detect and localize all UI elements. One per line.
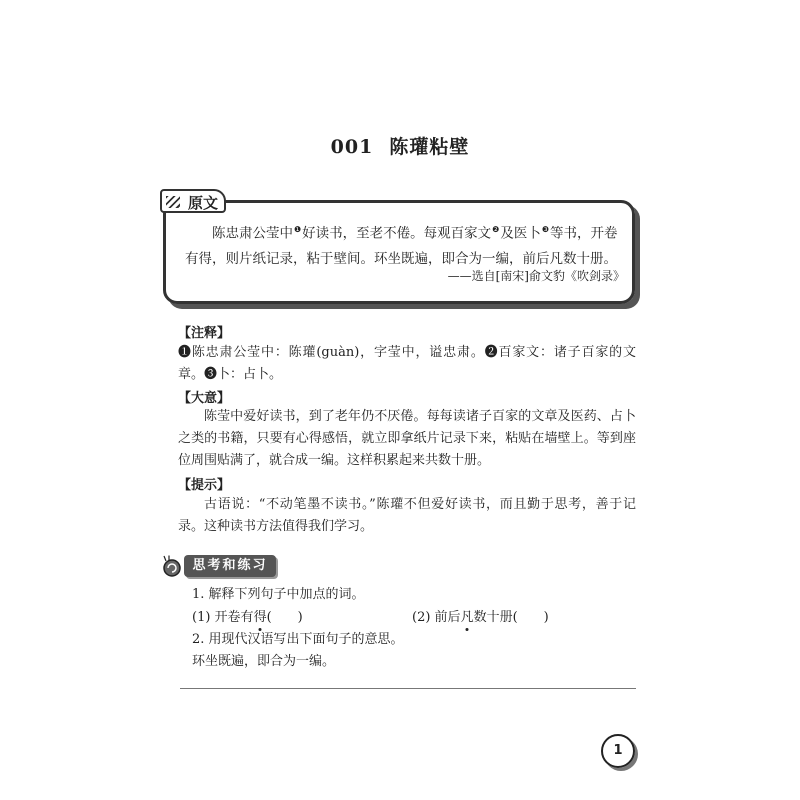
footnote-marker: ❸ (541, 225, 550, 234)
snail-icon (160, 555, 182, 577)
page-number: 1 (601, 734, 635, 768)
question-2: 2. 用现代汉语写出下面句子的意思。 (192, 632, 404, 647)
tips-text: 古语说：“不动笔墨不读书。”陈瓘不但爱好读书，而且勤于思考，善于记录。这种读书方法值得我们学习。 (178, 497, 636, 534)
question-1: 1. 解释下列句子中加点的词。 (192, 587, 365, 602)
question-text: (2) 前后 (412, 610, 461, 625)
article-number: 001 (330, 136, 374, 158)
question-2-sentence: 环坐既遍，即合为一编。 (192, 654, 336, 669)
original-text (185, 217, 625, 272)
dotted-word: 凡 (460, 610, 474, 625)
original-text-segment: 及医卜 (500, 225, 541, 242)
answer-blank: 数十册( ) (473, 610, 549, 625)
answer-blank: ( ) (266, 610, 303, 625)
notes-heading: 【注释】 (178, 326, 231, 341)
stripe-decoration-icon (166, 196, 180, 208)
summary-heading: 【大意】 (178, 391, 231, 406)
footnote-marker: ❷ (492, 225, 500, 234)
original-text-tag (160, 189, 226, 213)
original-text-label: 原文 (187, 194, 218, 212)
footnote-marker: ❶ (294, 225, 302, 234)
question-1b (412, 608, 549, 628)
original-text-segment: 好读书，至老不倦。每观百家文 (302, 225, 492, 242)
original-text-segment: 陈忠肃公莹中 (212, 225, 293, 242)
answer-line (180, 688, 636, 689)
dotted-word: 得 (253, 610, 267, 625)
tips-heading: 【提示】 (178, 478, 231, 493)
question-1a (192, 608, 303, 628)
article-title: 陈瓘粘壁 (389, 136, 470, 158)
notes-text: ❶陈忠肃公莹中：陈瓘(guàn)，字莹中，谥忠肃。❷百家文：诸子百家的文章。❸卜：占卜。 (178, 345, 636, 382)
question-text: (1) 开卷有 (192, 610, 254, 625)
page-title (0, 132, 800, 159)
source-citation: ——选自[南宋]俞文豹《吹剑录》 (447, 269, 625, 283)
original-text-segment: 等书，开卷有得，则片纸记录，粘于壁间。环坐既遍，即合为一编，前后凡数十册。 (185, 225, 618, 267)
summary-text: 陈莹中爱好读书，到了老年仍不厌倦。每每读诸子百家的文章及医药、占卜之类的书籍，只要有心得感悟，就立即拿纸片记录下来，粘贴在墙壁上。等到座位周围贴满了，就合成一编。这样积累起来共数十册。 (178, 409, 636, 468)
practice-section-label: 思考和练习 (184, 555, 276, 577)
